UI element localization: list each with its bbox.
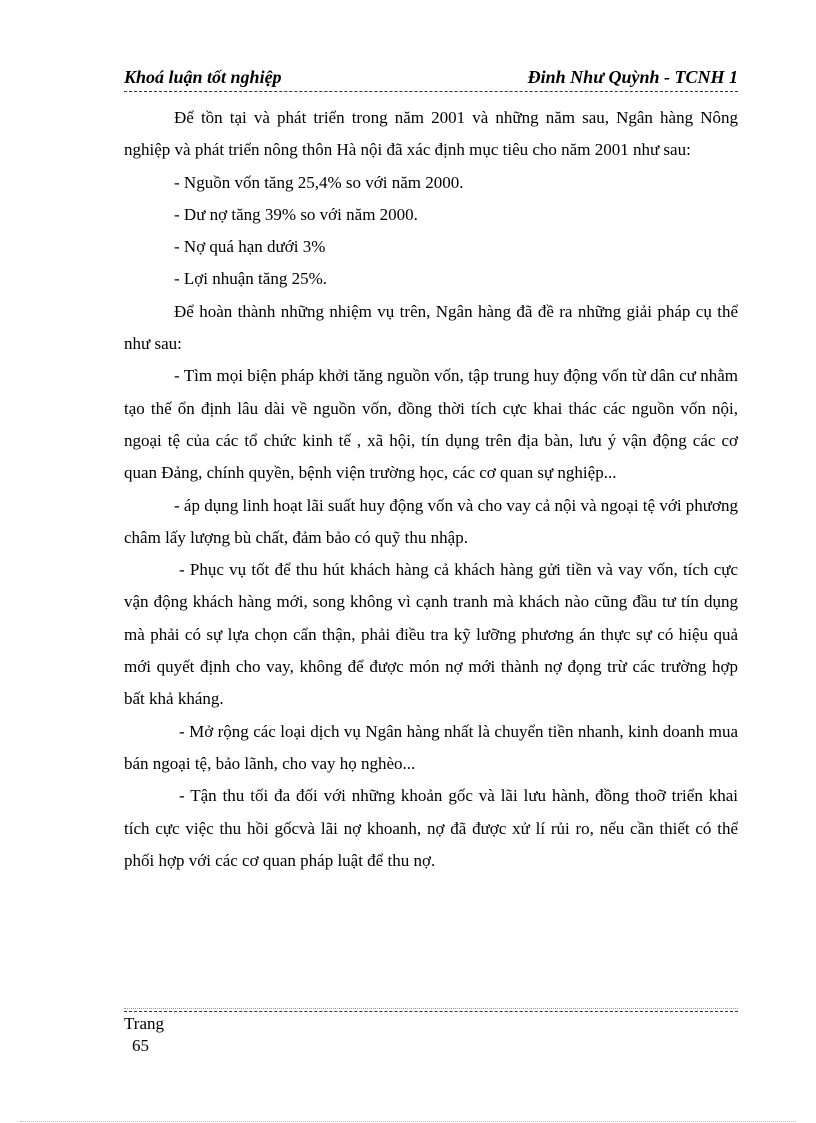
page-header	[124, 64, 738, 90]
solution-item-service: - Phục vụ tốt để thu hút khách hàng cả khách hàng gửi tiền và vay vốn, tích cực vận động khách hàng mới, song không vì cạnh tranh mà khách nào cũng đầu tư tín dụng mà phải có sự lựa chọn cẩn thận, phải điều tra kỹ lưỡng phương án thực sự có hiệu quả mới quyết định cho vay, không để được món nợ mới thành nợ đọng trừ các trường hợp bất khả kháng.	[124, 560, 738, 709]
goal-item-overdue: - Nợ quá hạn dưới 3%	[174, 237, 326, 257]
footer-divider	[124, 1011, 738, 1012]
header-thesis-title: Khoá luận tốt nghiệp	[124, 67, 282, 87]
goal-item-profit: - Lợi nhuận tăng 25%.	[174, 269, 327, 289]
goal-item-loans: - Dư nợ tăng 39% so với năm 2000.	[174, 204, 418, 224]
header-author: Đinh Như Quỳnh - TCNH 1	[527, 67, 738, 87]
page-bottom-edge	[20, 1121, 796, 1122]
page-footer	[124, 1013, 164, 1057]
footer-page-label: Trang	[124, 1014, 164, 1033]
solution-item-collect: - Tận thu tối đa đối với những khoản gốc và lãi lưu hành, đồng thoỡ triển khai tích cực việc thu hồi gốcvà lãi nợ khoanh, nợ đã được xử lí rủi ro, nếu cần thiết có thể phối hợp với các cơ quan pháp luật để thu nợ.	[124, 786, 738, 870]
solution-item-interest: - áp dụng linh hoạt lãi suất huy động vốn và cho vay cả nội và ngoại tệ với phương châm lấy lượng bù chất, đảm bảo có quỹ thu nhập.	[124, 495, 738, 547]
solution-item-mobilize: - Tìm mọi biện pháp khởi tăng nguồn vốn, tập trung huy động vốn từ dân cư nhằm tạo thế ổn định lâu dài về nguồn vốn, đồng thời tích cực khai thác các nguồn vốn nội, ngoại tệ của các tổ chức kinh tế , xã hội, tín dụng trên địa bàn, lưu ý vận động các cơ quan Đảng, chính quyền, bệnh viện trường học, các cơ quan sự nghiệp...	[124, 366, 738, 483]
page-number: 65	[132, 1036, 149, 1055]
goal-item-capital: - Nguồn vốn tăng 25,4% so với năm 2000.	[174, 172, 464, 192]
header-divider	[124, 91, 738, 92]
footer-divider-dotted	[124, 1008, 738, 1009]
solution-item-expand: - Mở rộng các loại dịch vụ Ngân hàng nhất là chuyển tiền nhanh, kinh doanh mua bán ngoại tệ, bảo lãnh, cho vay họ nghèo...	[124, 721, 738, 773]
paragraph-solutions-intro: Để hoàn thành những nhiệm vụ trên, Ngân hàng đã đề ra những giải pháp cụ thể như sau:	[124, 301, 738, 354]
paragraph-goals-intro: Để tồn tại và phát triển trong năm 2001 và những năm sau, Ngân hàng Nông nghiệp và phát triển nông thôn Hà nội đã xác định mục tiêu cho năm 2001 như sau:	[124, 108, 738, 160]
document-body	[124, 102, 738, 877]
